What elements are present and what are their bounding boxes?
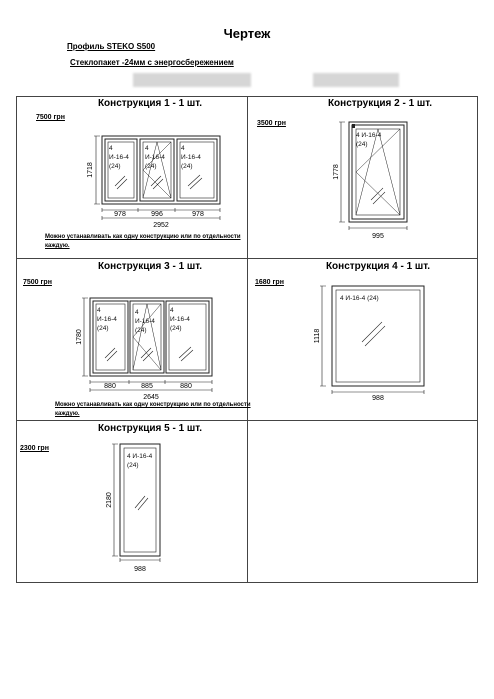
redacted-block-right bbox=[313, 73, 399, 87]
c1-glass-c3: (24) bbox=[181, 163, 193, 170]
construction-5-price: 2300 грн bbox=[20, 445, 49, 452]
construction-3-total: 2645 bbox=[143, 394, 159, 401]
construction-1-width-3: 978 bbox=[192, 211, 204, 218]
construction-1-drawing bbox=[80, 128, 230, 232]
c3-glass-b1: 4 bbox=[135, 309, 139, 316]
handle-icon bbox=[352, 124, 355, 128]
c1-glass-b2: И-16-4 bbox=[145, 154, 165, 161]
construction-3-note: Можно устанавливать как одну конструкцию или по отдельности каждую. bbox=[55, 402, 251, 417]
construction-3-drawing bbox=[78, 292, 228, 402]
construction-3-price: 7500 грн bbox=[23, 279, 52, 286]
c1-glass-b1: 4 bbox=[145, 145, 149, 152]
profile-label: Профиль STEKO S500 bbox=[67, 42, 156, 51]
construction-1-total: 2952 bbox=[153, 222, 169, 229]
construction-2-height: 1778 bbox=[333, 164, 340, 180]
c2-glass-1: 4 И-16-4 bbox=[356, 132, 382, 139]
construction-2-width: 995 bbox=[372, 233, 384, 240]
construction-4-price: 1680 грн bbox=[255, 279, 284, 286]
c1-glass-c1: 4 bbox=[181, 145, 185, 152]
c1-glass-c2: И-16-4 bbox=[181, 154, 201, 161]
construction-4-drawing bbox=[314, 282, 434, 404]
c3-glass-a3: (24) bbox=[97, 325, 109, 332]
construction-1-width-1: 978 bbox=[114, 211, 126, 218]
construction-3-width-2: 885 bbox=[141, 383, 153, 390]
construction-1-price: 7500 грн bbox=[36, 114, 65, 121]
construction-3-title: Конструкция 3 - 1 шт. bbox=[97, 261, 203, 272]
c3-glass-c1: 4 bbox=[170, 307, 174, 314]
c3-glass-a2: И-16-4 bbox=[97, 316, 117, 323]
row-divider-2 bbox=[16, 420, 478, 421]
table-divider bbox=[247, 96, 248, 583]
construction-5-width: 988 bbox=[134, 566, 146, 573]
construction-4-title: Конструкция 4 - 1 шт. bbox=[325, 261, 431, 272]
c5-glass-2: (24) bbox=[127, 462, 139, 469]
construction-5-drawing bbox=[108, 440, 168, 574]
c1-glass-a3: (24) bbox=[109, 163, 121, 170]
c1-glass-a2: И-16-4 bbox=[109, 154, 129, 161]
construction-5-title: Конструкция 5 - 1 шт. bbox=[97, 423, 203, 434]
construction-1-height: 1718 bbox=[87, 162, 94, 178]
c1-glass-a1: 4 bbox=[109, 145, 113, 152]
construction-4-height: 1118 bbox=[314, 328, 321, 344]
construction-3-width-3: 880 bbox=[180, 383, 192, 390]
redacted-block-left bbox=[133, 73, 251, 87]
c5-glass-1: 4 И-16-4 bbox=[127, 453, 153, 460]
c1-glass-b3: (24) bbox=[145, 163, 157, 170]
c3-glass-b3: (24) bbox=[135, 327, 147, 334]
construction-2-drawing bbox=[335, 118, 425, 242]
c3-glass-c3: (24) bbox=[170, 325, 182, 332]
page-title: Чертеж bbox=[223, 26, 271, 41]
c3-glass-a1: 4 bbox=[97, 307, 101, 314]
c3-glass-b2: И-16-4 bbox=[135, 318, 155, 325]
glass-label: Стеклопакет -24мм с энергосбережением bbox=[70, 58, 234, 67]
construction-1-note: Можно устанавливать как одну конструкцию или по отдельности каждую. bbox=[45, 234, 241, 249]
c4-glass-1: 4 И-16-4 (24) bbox=[340, 295, 379, 302]
c2-glass-2: (24) bbox=[356, 141, 368, 148]
construction-5-height: 2180 bbox=[106, 492, 113, 508]
construction-3-width-1: 880 bbox=[104, 383, 116, 390]
construction-2-title: Конструкция 2 - 1 шт. bbox=[327, 98, 433, 109]
construction-2-price: 3500 грн bbox=[257, 120, 286, 127]
construction-3-height: 1780 bbox=[76, 329, 83, 345]
row-divider-1 bbox=[16, 258, 478, 259]
c3-glass-c2: И-16-4 bbox=[170, 316, 190, 323]
construction-1-width-2: 996 bbox=[151, 211, 163, 218]
construction-1-title: Конструкция 1 - 1 шт. bbox=[97, 98, 203, 109]
construction-4-width: 988 bbox=[372, 395, 384, 402]
